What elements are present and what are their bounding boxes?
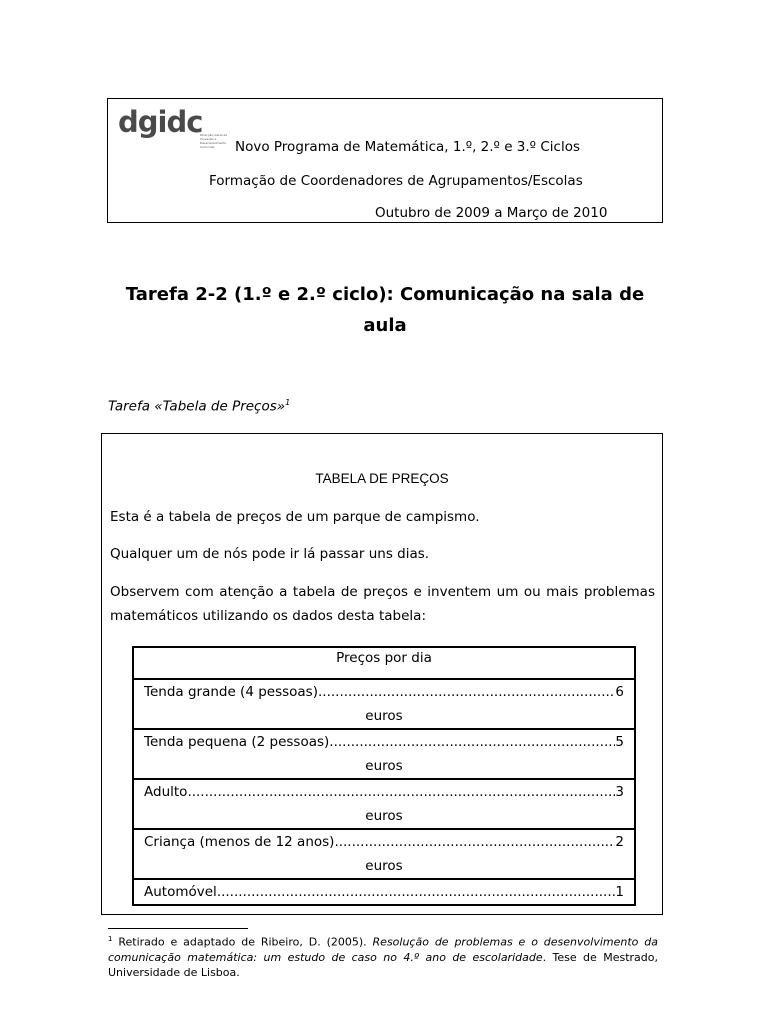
task-label — [108, 395, 290, 415]
table-row — [133, 729, 635, 779]
row-item: Tenda grande (4 pessoas) — [144, 684, 318, 700]
row-item: Tenda pequena (2 pessoas) — [144, 734, 330, 750]
footnote-separator — [108, 928, 248, 929]
price-table-header: Preços por dia — [133, 647, 635, 679]
task-paragraph-2: Qualquer um de nós pode ir lá passar uns dias. — [110, 546, 430, 562]
header-program: Novo Programa de Matemática, 1.º, 2.º e 3.º Ciclos — [235, 139, 580, 155]
task-paragraph-3: Observem com atenção a tabela de preços e inventem um ou mais problemas matemáticos utilizando os dados desta tabela: — [110, 584, 655, 624]
row-price: 6 — [615, 684, 624, 700]
row-unit: euros — [365, 708, 403, 724]
row-unit: euros — [365, 808, 403, 824]
row-price: 5 — [615, 734, 624, 750]
row-item: Adulto — [144, 784, 188, 800]
price-table — [132, 646, 636, 906]
document-header — [107, 98, 663, 223]
row-unit: euros — [365, 758, 403, 774]
dgidc-logo — [118, 105, 238, 149]
header-dates: Outubro de 2009 a Março de 2010 — [375, 205, 608, 221]
table-row — [133, 679, 635, 729]
price-table-header-row — [133, 647, 635, 679]
logo-subtext: Direcção-Geral de Inovação e Desenvolvimento Curricular — [200, 133, 228, 149]
page-title: Tarefa 2-2 (1.º e 2.º ciclo): Comunicação na sala de aula — [125, 284, 645, 336]
footnote-marker: 1 — [108, 935, 113, 943]
footnote-cited-title: Resolução de problemas e o desenvolvimento da comunicação matemática: um estudo de caso no 4.º ano de escolaridade — [108, 935, 658, 964]
task-label-text: Tarefa «Tabela de Preços» — [108, 398, 286, 415]
table-row — [133, 829, 635, 879]
row-unit: euros — [365, 858, 403, 874]
logo-wordmark: dgidc — [118, 105, 203, 139]
table-row — [133, 779, 635, 829]
footnote-text-pre: Retirado e adaptado de Ribeiro, D. (2005). — [112, 935, 373, 949]
footnote — [108, 932, 658, 980]
footnote-text-post: . Tese de Mestrado, Universidade de Lisboa. — [108, 950, 658, 979]
row-price: 3 — [615, 784, 624, 800]
task-box-heading: TABELA DE PREÇOS — [315, 471, 449, 486]
footnote-ref: 1 — [285, 398, 291, 407]
task-paragraph-1: Esta é a tabela de preços de um parque de campismo. — [110, 509, 480, 525]
row-item: Automóvel — [144, 884, 217, 900]
row-price: 1 — [615, 884, 624, 900]
table-row — [133, 879, 635, 905]
header-training: Formação de Coordenadores de Agrupamentos/Escolas — [209, 173, 583, 189]
task-box — [101, 433, 663, 915]
row-item: Criança (menos de 12 anos) — [144, 834, 335, 850]
row-price: 2 — [615, 834, 624, 850]
